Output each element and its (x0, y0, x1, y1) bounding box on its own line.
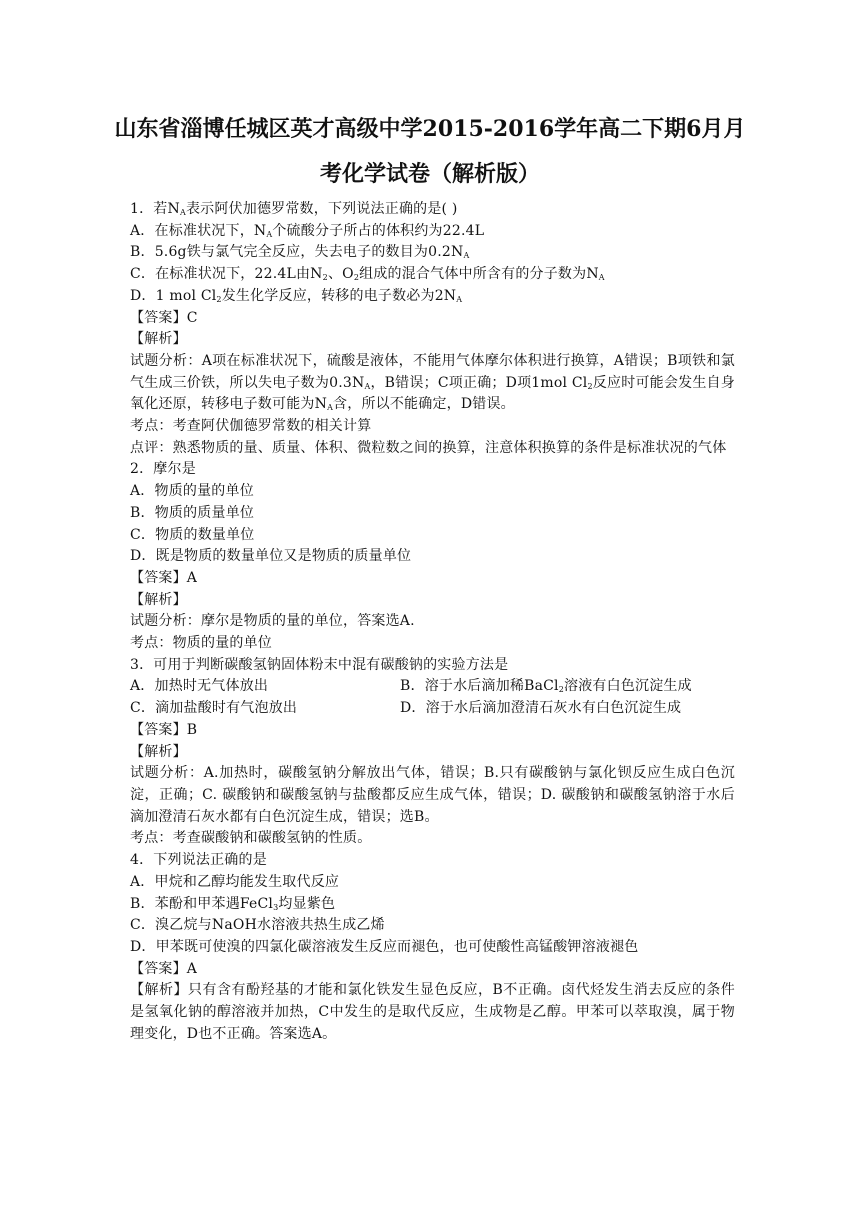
q3-option-a: A．加热时无气体放出 (130, 678, 269, 695)
q4-option-b: B．苯酚和甲苯遇FeCl$_3$均显紫色 (130, 895, 336, 912)
q1-point: 考点：考查阿伏伽德罗常数的相关计算 (130, 418, 372, 435)
q4-stem: 4．下列说法正确的是 (130, 852, 267, 869)
q4-analysis: 【解析】只有含有酚羟基的才能和氯化铁发生显色反应，B不正确。卤代烃发生消去反应的条件是氢氧化钠的醇溶液并加热，C中发生的是取代反应，生成物是乙醇。甲苯可以萃取溴，属于物理变化，D也不正确。答案选A。 (130, 982, 735, 1042)
q3-option-c: C．滴加盐酸时有气泡放出 (130, 700, 298, 717)
q3-point: 考点：考查碳酸钠和碳酸氢钠的性质。 (130, 830, 372, 847)
q3-options-row1 (130, 676, 735, 698)
q2-option-c: C．物质的数量单位 (130, 526, 255, 543)
q1-comment: 点评：熟悉物质的量、质量、体积、微粒数之间的换算，注意体积换算的条件是标准状况的气体 (130, 439, 727, 456)
q3-option-b: B．溶于水后滴加稀BaCl$_2$溶液有白色沉淀生成 (400, 678, 692, 695)
q4-option-d: D．甲苯既可使溴的四氯化碳溶液发生反应而褪色，也可使酸性高锰酸钾溶液褪色 (130, 938, 639, 955)
q4-answer: 【答案】A (130, 960, 198, 977)
q1-analysis: 试题分析：A项在标准状况下，硫酸是液体，不能用气体摩尔体积进行换算，A错误；B项铁和氯气生成三价铁，所以失电子数为$0.3N_A$，B错误；C项正确；D项1mol $Cl_2$反应时可能会发生自身氧化还原，转移电子数可能为$N_A$含，所以不能确定，D错误。 (130, 352, 735, 413)
q1-answer: 【答案】C (130, 309, 198, 326)
q2-answer: 【答案】A (130, 569, 198, 586)
q4-option-c: C．溴乙烷与NaOH水溶液共热生成乙烯 (130, 917, 385, 934)
q2-option-b: B．物质的质量单位 (130, 504, 255, 521)
q3-answer: 【答案】B (130, 721, 198, 738)
q3-stem: 3．可用于判断碳酸氢钠固体粉末中混有碳酸钠的实验方法是 (130, 656, 509, 673)
q2-stem: 2．摩尔是 (130, 461, 196, 478)
q3-options-row2 (130, 698, 735, 720)
doc-title-line2: 考化学试卷（解析版） (319, 161, 540, 187)
q2-point: 考点：物质的量的单位 (130, 635, 272, 652)
doc-title-line1: 山东省淄博任城区英才高级中学2015-2016学年高二下期6月月 (114, 116, 746, 142)
q2-analysis: 试题分析：摩尔是物质的量的单位，答案选A. (130, 613, 415, 630)
q1-option-a: A．在标准状况下，$N_A$个硫酸分子所占的体积约为22.4L (130, 222, 485, 239)
doc-body (130, 199, 735, 1045)
q1-option-c: C．在标准状况下，22.4L由$N_2$、$O_2$组成的混合气体中所含有的分子数为$N_A$ (130, 266, 605, 283)
q3-analysis: 试题分析：A.加热时，碳酸氢钠分解放出气体，错误；B.只有碳酸钠与氯化钡反应生成白色沉淀，正确；C. 碳酸钠和碳酸氢钠与盐酸都反应生成气体，错误；D. 碳酸钠和碳酸氢钠溶于水后滴加澄清石灰水都有白色沉淀生成，错误；选B。 (130, 765, 735, 825)
q2-analysis-heading: 【解析】 (130, 591, 187, 608)
q3-option-d: D．溶于水后滴加澄清石灰水有白色沉淀生成 (400, 700, 682, 717)
q1-option-d: D．1 mol $Cl_2$发生化学反应，转移的电子数必为$2N_A$ (130, 287, 463, 304)
q3-analysis-heading: 【解析】 (130, 743, 187, 760)
q2-option-d: D．既是物质的数量单位又是物质的质量单位 (130, 548, 412, 565)
q1-analysis-heading: 【解析】 (130, 331, 187, 348)
q4-option-a: A．甲烷和乙醇均能发生取代反应 (130, 873, 340, 890)
q1-option-b: B．5.6g铁与氯气完全反应，失去电子的数目为$0.2N_A$ (130, 244, 470, 261)
q2-option-a: A．物质的量的单位 (130, 483, 254, 500)
q1-stem: 1．若$N_A$表示阿伏加德罗常数，下列说法正确的是( ) (130, 201, 458, 217)
